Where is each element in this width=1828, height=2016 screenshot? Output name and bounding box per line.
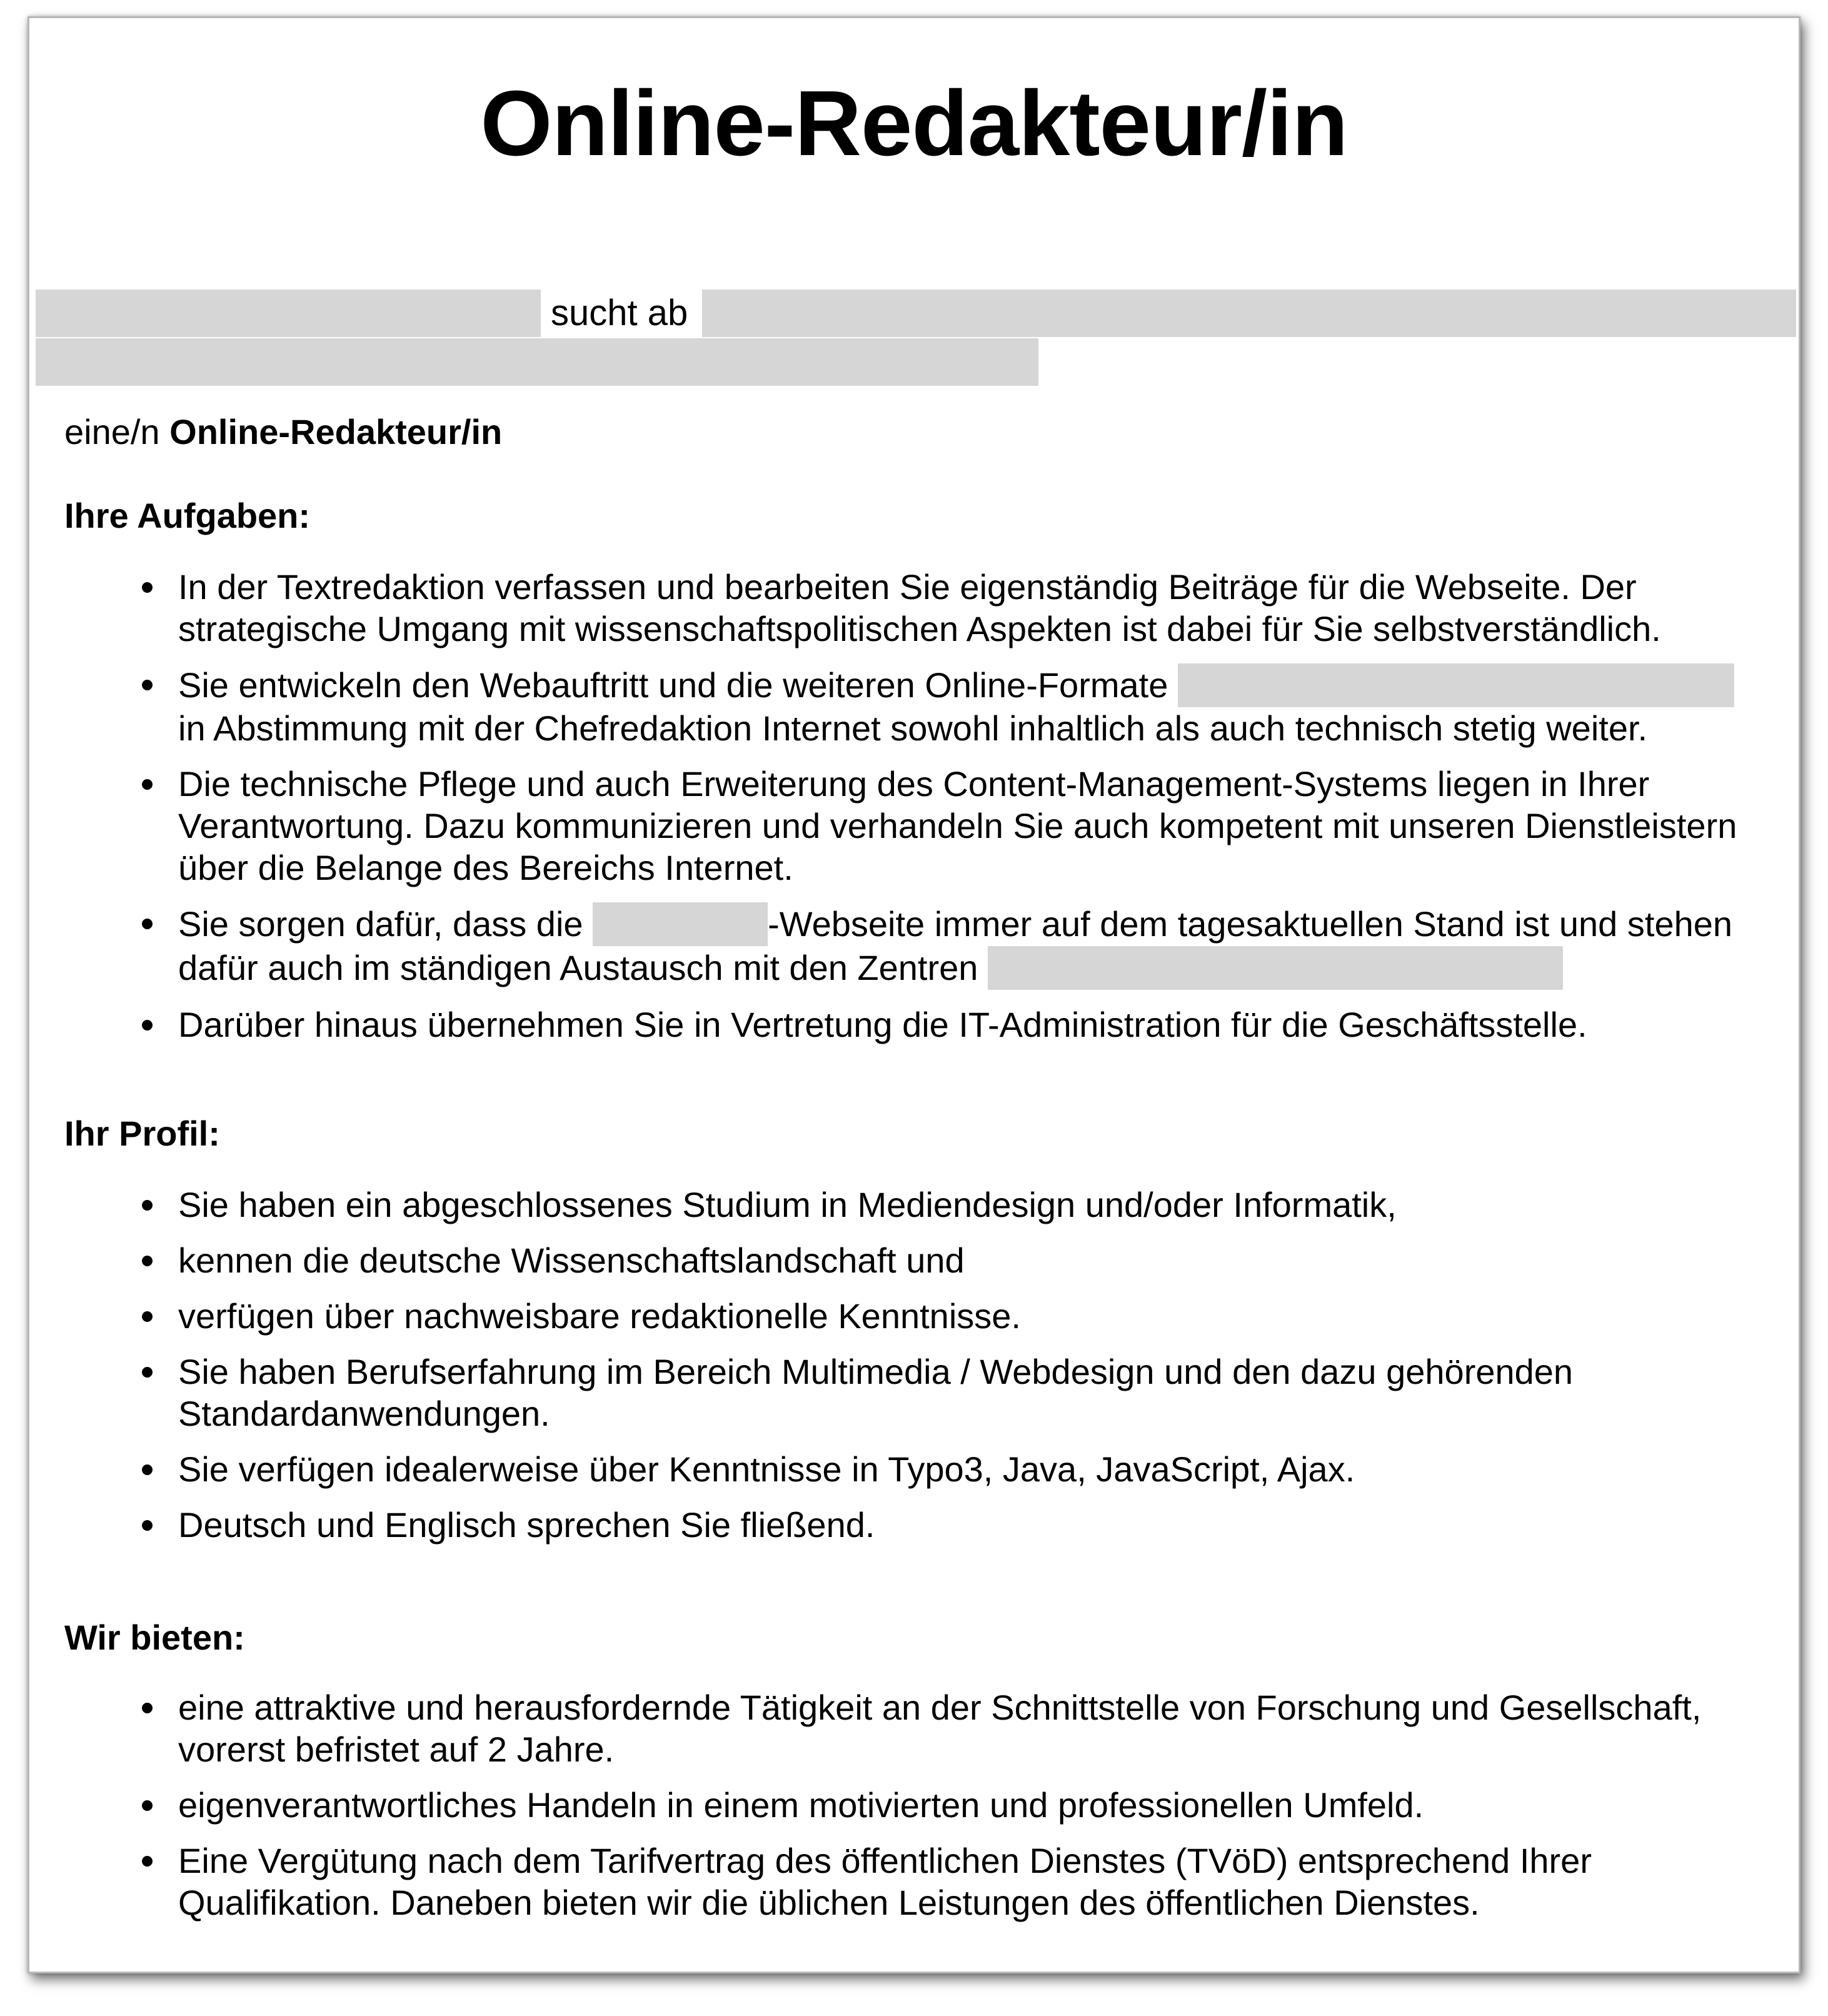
list-item: Sie sorgen dafür, dass die -Webseite immer auf dem tagesaktuellen Stand ist und stehen dafür auch im ständigen Austausch mit den Zentren [29, 902, 1802, 990]
redacted-block-organization [36, 290, 541, 337]
subtitle-prefix: eine/n [64, 412, 160, 451]
subtitle-role: Online-Redakteur/in [169, 412, 503, 451]
document-page [28, 16, 1800, 1973]
list-item: eine attraktive und herausfordernde Tätigkeit an der Schnittstelle von Forschung und Gesellschaft, vorerst befristet auf 2 Jahre. [29, 1686, 1802, 1770]
redacted-inline [1178, 663, 1734, 707]
redacted-inline [988, 946, 1563, 990]
list-item: Eine Vergütung nach dem Tarifvertrag des öffentlichen Dienstes (TVöD) entsprechend Ihrer Qualifikation. Daneben bieten wir die üblichen Leistungen des öffentlichen Dienstes. [29, 1840, 1802, 1923]
list-item: Die technische Pflege und auch Erweiterung des Content-Management-Systems liegen in Ihrer Verantwortung. Dazu kommunizieren und verhandeln Sie auch kompetent mit unseren Dienstleistern über die Belange des Bereichs Internet. [29, 763, 1802, 889]
redacted-inline [593, 902, 768, 946]
list-item: eigenverantwortliches Handeln in einem motivierten und professionellen Umfeld. [29, 1784, 1802, 1826]
list-item: kennen die deutsche Wissenschaftslandschaft und [29, 1239, 1802, 1281]
bieten-list [29, 1686, 1802, 1937]
list-item: In der Textredaktion verfassen und bearbeiten Sie eigenständig Beiträge für die Webseite. Der strategische Umgang mit wissenschaftspolitischen Aspekten ist dabei für Sie selbstverständlich. [29, 566, 1802, 650]
list-item: Sie haben Berufserfahrung im Bereich Multimedia / Webdesign und den dazu gehörenden Standardanwendungen. [29, 1351, 1802, 1434]
page-title: Online-Redakteur/in [480, 72, 1348, 175]
intro-sucht-ab: sucht ab [551, 293, 688, 333]
list-item: Sie verfügen idealerweise über Kenntnisse in Typo3, Java, JavaScript, Ajax. [29, 1448, 1802, 1490]
list-item: Deutsch und Englisch sprechen Sie fließend. [29, 1504, 1802, 1546]
heading-profil: Ihr Profil: [64, 1114, 220, 1153]
redacted-block-location [36, 338, 1038, 386]
profil-list [29, 1184, 1802, 1560]
list-item: Sie haben ein abgeschlossenes Studium in Mediendesign und/oder Informatik, [29, 1184, 1802, 1226]
heading-bieten: Wir bieten: [64, 1618, 245, 1657]
aufgaben-list [29, 566, 1802, 1059]
list-item: verfügen über nachweisbare redaktionelle Kenntnisse. [29, 1295, 1802, 1337]
redacted-block-date [702, 290, 1796, 337]
subtitle [64, 408, 502, 456]
heading-aufgaben: Ihre Aufgaben: [64, 496, 311, 535]
list-item: Darüber hinaus übernehmen Sie in Vertretung die IT-Administration für die Geschäftsstelle. [29, 1004, 1802, 1046]
list-item: Sie entwickeln den Webauftritt und die weiteren Online-Formate in Abstimmung mit der Chefredaktion Internet sowohl inhaltlich als auch technisch stetig weiter. [29, 663, 1802, 749]
